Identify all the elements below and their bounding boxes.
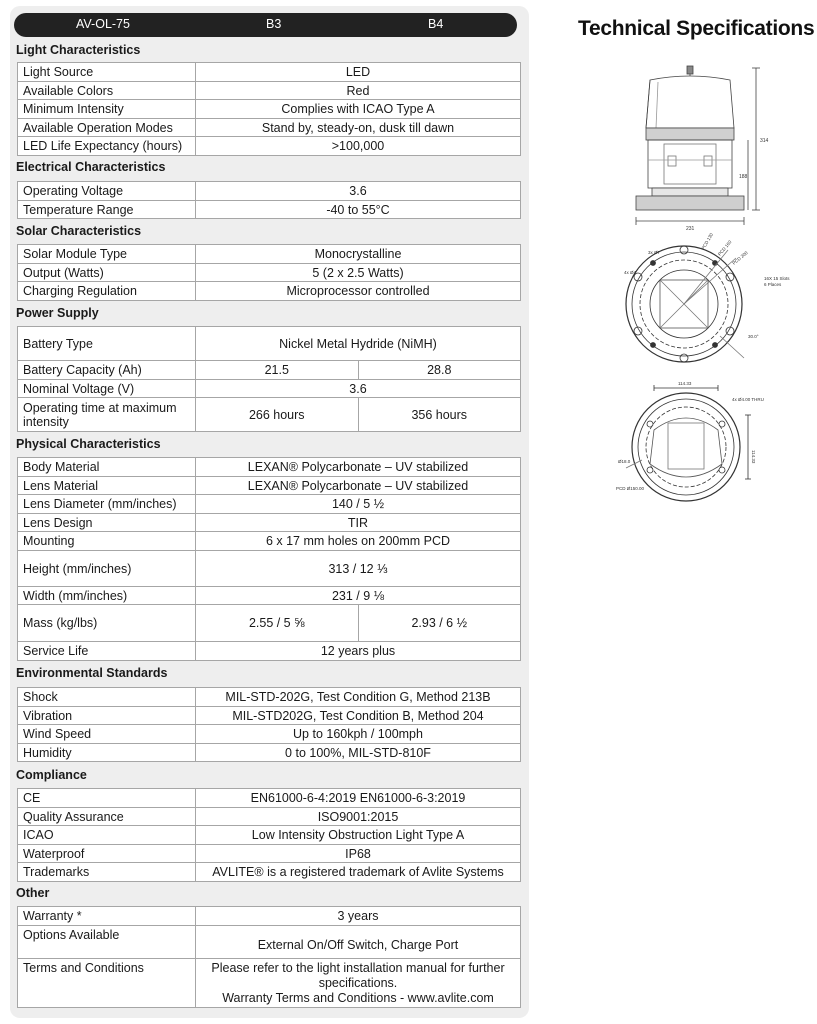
top-view-label: 6 Places bbox=[764, 282, 782, 287]
table-row bbox=[18, 744, 521, 762]
row-label: Solar Module Type bbox=[18, 245, 196, 264]
row-value: 12 years plus bbox=[196, 642, 521, 661]
terms-line: specifications. bbox=[318, 975, 398, 990]
row-label: Minimum Intensity bbox=[18, 100, 196, 119]
table-row bbox=[18, 642, 521, 661]
column-header-b4: B4 bbox=[428, 17, 444, 31]
section-title-electrical: Electrical Characteristics bbox=[16, 160, 166, 174]
table-row bbox=[18, 327, 521, 361]
table-row bbox=[18, 477, 521, 495]
bottom-view-label: Ø18.0 bbox=[618, 459, 631, 464]
side-elevation-drawing bbox=[636, 66, 760, 225]
table-row bbox=[18, 907, 521, 926]
row-value: AVLITE® is a registered trademark of Avlite Systems bbox=[196, 863, 521, 882]
row-label: Trademarks bbox=[18, 863, 196, 882]
section-title-other: Other bbox=[16, 886, 50, 900]
top-view-label: PCD 160 bbox=[716, 239, 733, 257]
table-row bbox=[18, 182, 521, 201]
table-row bbox=[18, 245, 521, 264]
row-label: Available Colors bbox=[18, 82, 196, 100]
terms-line: Warranty Terms and Conditions - www.avlite.com bbox=[222, 990, 494, 1005]
table-row bbox=[18, 380, 521, 398]
row-label: Humidity bbox=[18, 744, 196, 762]
table-row bbox=[18, 808, 521, 826]
row-value: 0 to 100%, MIL-STD-810F bbox=[196, 744, 521, 762]
table-row bbox=[18, 725, 521, 744]
row-label: Mounting bbox=[18, 532, 196, 551]
row-value: 140 / 5 ½ bbox=[196, 495, 521, 514]
row-value: 3 years bbox=[196, 907, 521, 926]
section-title-power: Power Supply bbox=[16, 306, 99, 320]
power-supply-table bbox=[17, 326, 521, 432]
row-value: Red bbox=[196, 82, 521, 100]
row-label: Shock bbox=[18, 688, 196, 707]
terms-value bbox=[196, 959, 521, 1008]
row-label: Width (mm/inches) bbox=[18, 587, 196, 605]
table-row bbox=[18, 201, 521, 219]
table-row bbox=[18, 82, 521, 100]
row-label: Available Operation Modes bbox=[18, 119, 196, 137]
row-value: MIL-STD-202G, Test Condition G, Method 213B bbox=[196, 688, 521, 707]
table-row bbox=[18, 587, 521, 605]
table-row bbox=[18, 514, 521, 532]
row-label: Wind Speed bbox=[18, 725, 196, 744]
physical-characteristics-table bbox=[17, 457, 521, 661]
side-height-dimension: 314 bbox=[760, 138, 769, 144]
table-header-bar bbox=[14, 13, 517, 37]
row-value: 3.6 bbox=[196, 182, 521, 201]
table-row bbox=[18, 605, 521, 642]
row-label: Waterproof bbox=[18, 845, 196, 863]
top-view-label: 4x Ø4 bbox=[624, 270, 637, 275]
table-row bbox=[18, 458, 521, 477]
row-value-b3: 2.55 / 5 ⅝ bbox=[196, 605, 359, 642]
column-header-b3: B3 bbox=[266, 17, 282, 31]
table-row bbox=[18, 551, 521, 587]
row-label: Warranty * bbox=[18, 907, 196, 926]
table-row bbox=[18, 495, 521, 514]
row-value-b4: 2.93 / 6 ½ bbox=[358, 605, 521, 642]
table-row bbox=[18, 137, 521, 156]
row-value: MIL-STD202G, Test Condition B, Method 204 bbox=[196, 707, 521, 725]
table-row bbox=[18, 707, 521, 725]
row-value: 6 x 17 mm holes on 200mm PCD bbox=[196, 532, 521, 551]
bottom-view-label: 114.33 bbox=[678, 381, 692, 386]
row-label: Service Life bbox=[18, 642, 196, 661]
row-value: EN61000-6-4:2019 EN61000-6-3:2019 bbox=[196, 789, 521, 808]
row-label: Light Source bbox=[18, 63, 196, 82]
row-value: Complies with ICAO Type A bbox=[196, 100, 521, 119]
row-value: IP68 bbox=[196, 845, 521, 863]
row-value: Nickel Metal Hydride (NiMH) bbox=[196, 327, 521, 361]
row-label: Charging Regulation bbox=[18, 282, 196, 301]
bottom-view-label: 4x Ø4.00 THRU bbox=[732, 397, 764, 402]
table-row bbox=[18, 361, 521, 380]
row-label: CE bbox=[18, 789, 196, 808]
table-row bbox=[18, 532, 521, 551]
row-value: Up to 160kph / 100mph bbox=[196, 725, 521, 744]
section-title-environmental: Environmental Standards bbox=[16, 666, 168, 680]
terms-line: Please refer to the light installation manual for further bbox=[211, 960, 505, 975]
technical-drawings bbox=[608, 58, 808, 518]
side-inner-dimension: 188 bbox=[739, 174, 748, 180]
table-row bbox=[18, 926, 521, 959]
table-row bbox=[18, 789, 521, 808]
row-value-b3: 21.5 bbox=[196, 361, 359, 380]
row-value: Stand by, steady-on, dusk till dawn bbox=[196, 119, 521, 137]
model-name: AV-OL-75 bbox=[76, 17, 130, 31]
row-label: Battery Capacity (Ah) bbox=[18, 361, 196, 380]
side-width-dimension: 231 bbox=[686, 226, 695, 232]
row-value-b4: 356 hours bbox=[358, 398, 521, 432]
page-title: Technical Specifications bbox=[578, 17, 815, 40]
row-label: Height (mm/inches) bbox=[18, 551, 196, 587]
compliance-table bbox=[17, 788, 521, 882]
row-label: Output (Watts) bbox=[18, 264, 196, 282]
row-label: Terms and Conditions bbox=[18, 959, 196, 1008]
row-value-b4: 28.8 bbox=[358, 361, 521, 380]
row-label: Lens Material bbox=[18, 477, 196, 495]
section-title-physical: Physical Characteristics bbox=[16, 437, 161, 451]
row-value: 313 / 12 ⅓ bbox=[196, 551, 521, 587]
row-value: -40 to 55°C bbox=[196, 201, 521, 219]
top-view-label: 3x Ø7 bbox=[648, 250, 661, 255]
row-label: Temperature Range bbox=[18, 201, 196, 219]
table-row bbox=[18, 264, 521, 282]
section-title-solar: Solar Characteristics bbox=[16, 224, 142, 238]
row-value: 231 / 9 ⅛ bbox=[196, 587, 521, 605]
light-characteristics-table bbox=[17, 62, 521, 156]
bottom-view-drawing bbox=[626, 385, 751, 501]
row-label: Battery Type bbox=[18, 327, 196, 361]
table-row bbox=[18, 688, 521, 707]
row-value: TIR bbox=[196, 514, 521, 532]
section-title-light: Light Characteristics bbox=[16, 43, 141, 57]
row-value: External On/Off Switch, Charge Port bbox=[196, 926, 521, 959]
table-row bbox=[18, 282, 521, 301]
solar-characteristics-table bbox=[17, 244, 521, 301]
table-row bbox=[18, 863, 521, 882]
environmental-standards-table bbox=[17, 687, 521, 762]
row-value: LEXAN® Polycarbonate – UV stabilized bbox=[196, 458, 521, 477]
section-title-compliance: Compliance bbox=[16, 768, 87, 782]
row-value: >100,000 bbox=[196, 137, 521, 156]
table-row bbox=[18, 100, 521, 119]
row-label: Lens Diameter (mm/inches) bbox=[18, 495, 196, 514]
row-value: 3.6 bbox=[196, 380, 521, 398]
table-row bbox=[18, 826, 521, 845]
row-label: Operating time at maximum intensity bbox=[18, 398, 196, 432]
table-row bbox=[18, 398, 521, 432]
row-value: Monocrystalline bbox=[196, 245, 521, 264]
row-label: Body Material bbox=[18, 458, 196, 477]
top-view-label: PCD 130 bbox=[700, 232, 714, 251]
table-row bbox=[18, 119, 521, 137]
row-label: ICAO bbox=[18, 826, 196, 845]
other-table bbox=[17, 906, 521, 1008]
top-view-label: 30.0° bbox=[748, 334, 759, 339]
row-label: Lens Design bbox=[18, 514, 196, 532]
table-row bbox=[18, 845, 521, 863]
top-view-label: 16X 15 Slots bbox=[764, 276, 790, 281]
row-label: Options Available bbox=[18, 926, 196, 959]
row-label: Quality Assurance bbox=[18, 808, 196, 826]
electrical-characteristics-table bbox=[17, 181, 521, 219]
row-value: ISO9001:2015 bbox=[196, 808, 521, 826]
row-label: Nominal Voltage (V) bbox=[18, 380, 196, 398]
row-label: Vibration bbox=[18, 707, 196, 725]
table-row bbox=[18, 959, 521, 1008]
bottom-view-label: 114.33 bbox=[751, 450, 756, 464]
table-row bbox=[18, 63, 521, 82]
row-value: Low Intensity Obstruction Light Type A bbox=[196, 826, 521, 845]
row-label: Mass (kg/lbs) bbox=[18, 605, 196, 642]
row-value: 5 (2 x 2.5 Watts) bbox=[196, 264, 521, 282]
bottom-view-label: PCD Ø150.00 bbox=[616, 486, 645, 491]
row-label: LED Life Expectancy (hours) bbox=[18, 137, 196, 156]
row-value: LED bbox=[196, 63, 521, 82]
row-value: LEXAN® Polycarbonate – UV stabilized bbox=[196, 477, 521, 495]
row-label: Operating Voltage bbox=[18, 182, 196, 201]
row-value: Microprocessor controlled bbox=[196, 282, 521, 301]
row-value-b3: 266 hours bbox=[196, 398, 359, 432]
top-view-label: PCD 200 bbox=[731, 250, 749, 266]
top-view-drawing bbox=[626, 246, 744, 362]
